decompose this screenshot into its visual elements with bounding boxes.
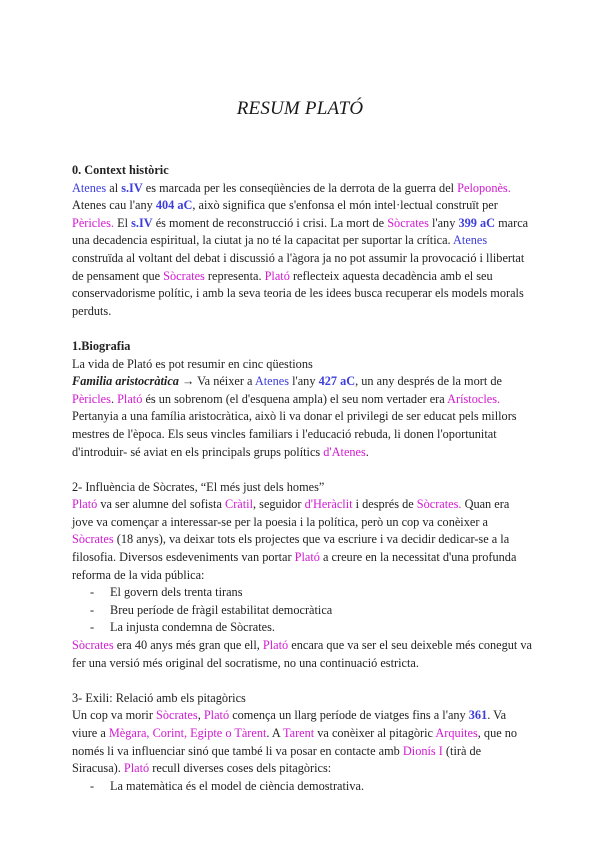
text: El [114,215,132,230]
section-heading-exili: 3- Exili: Relació amb els pitagòrics [72,690,246,705]
term: Sòcrates [72,532,114,547]
term: Atenes [254,374,290,389]
text: , que no només li va influenciar sinó que també li va posar en contacte amb [72,726,518,758]
spacer [72,672,532,690]
text: reflecteix aquesta decadència amb el seu conservadorisme polític, i amb la seva teoria de les idees busca recuperar els models morals perduts. [72,268,524,318]
term: Atenes [72,180,107,195]
text: , això significa que s'enfonsa el món intel·lectual construït per [192,198,498,213]
term: Plató [72,497,98,512]
text: . [365,444,369,459]
text: és moment de reconstrucció i crisi. La mort de [152,215,388,230]
text: Atenes cau l'any [72,198,156,213]
text: Un cop va morir [72,708,157,723]
text: Quan era jove va començar a interessar-se per la poesia i la política, però un cop va conèixer a [72,497,510,529]
paragraph-influencia [72,496,532,584]
paragraph-context [72,180,532,321]
term: Peloponès. [457,180,511,195]
text: comença un llarg període de viatges fins a l'any [229,708,469,723]
subheading: Familia aristocràtica [72,374,179,389]
paragraph-biografia [72,373,532,461]
text: marca una decadencia espiritual, la ciutat ja no té la capacitat per suportar la crítica. [72,215,529,248]
term: Plató [262,638,289,653]
term: Sòcrates. [416,497,462,512]
date: 361 [468,708,488,723]
section-heading-biografia: 1.Biografia [72,338,131,353]
text: , seguidor [253,497,305,512]
paragraph-exili [72,707,532,777]
text: representa. [204,268,265,283]
text: . A [266,726,283,740]
list-item: - La matemàtica és el model de ciència demostrativa. [90,778,532,796]
date: 404 aC [155,198,193,213]
term: d'Heràclit [304,497,353,512]
term: Plató [264,268,290,283]
term: Sòcrates [156,708,198,723]
text: encara que va ser el seu deixeble més conegut va fer una versió més original del socratisme, no una continuació estricta. [72,638,532,670]
page-title: RESUM PLATÓ [236,98,364,119]
spacer [72,320,532,338]
term: Pèricles [72,391,111,406]
date: 399 aC [458,215,495,230]
term: Mègara, Corint, Egipte o Tàrent [108,726,267,740]
term: s.IV [131,215,153,230]
term: Dionís I [402,743,443,758]
paragraph-influencia-2 [72,637,532,672]
text: . [110,391,118,406]
term: Atenes [453,233,488,248]
term: Sòcrates [163,268,205,283]
section-heading-influencia: 2- Influència de Sòcrates, “El més just dels homes” [72,479,325,494]
term: Sòcrates [72,638,114,653]
list-item: - La injusta condemna de Sòcrates. [90,619,532,637]
text: (18 anys), va deixar tots els projectes que va escriure i va decidir dedicar-se a la filosofia. Diversos esdeveniments van portar [72,532,510,565]
text: construïda al voltant del debat i discussió a l'àgora ja no pot assumir la provocació i llibertat de pensament que [72,250,525,283]
text: al [106,180,122,195]
term: Arquites [435,726,478,740]
text: i després de [352,497,417,512]
term: s.IV [121,180,143,195]
text: Pertanyia a una família aristocràtica, això li va donar el privilegi de ser educat pels millors mestres de l'època. Els seus vincles familiars i l'educació rebuda, li donen l'oportunitat d'introduir- sé aviat en els principals grups polítics [72,409,517,459]
text: l'any [289,374,319,389]
date: 427 aC [318,374,356,389]
term: Plató [294,550,320,565]
text: (tirà de Siracusa). [72,743,482,776]
text: → Va néixer a [178,374,255,389]
pythagorean-list [72,778,532,796]
text: era 40 anys més gran que ell, [113,638,263,653]
list-item: - Breu període de fràgil estabilitat democràtica [90,602,532,620]
text: va conèixer al pitagòric [314,726,436,740]
text: és un sobrenom (el d'esquena ampla) el seu nom vertader era [142,391,448,406]
section-heading-context: 0. Context històric [72,163,169,177]
text: recull diverses coses dels pitagòrics: [149,761,332,776]
text: . Va viure a [72,708,507,740]
term: Plató [117,391,143,406]
spacer [72,461,532,479]
term: Plató [203,708,230,723]
reform-list [72,584,532,637]
term: Plató [123,761,150,776]
text: va ser alumne del sofista [97,497,225,512]
term: Cràtil [225,497,254,512]
text: es marcada per les conseqüències de la derrota de la guerra del [142,180,458,195]
term: d'Atenes [323,444,366,459]
section-intro: La vida de Plató es pot resumir en cinc qüestions [72,356,313,371]
term: Tarent [282,726,315,740]
term: Arístocles. [447,391,501,406]
document-body [72,162,532,795]
text: , un any després de la mort de [355,374,502,389]
term: Pèricles. [72,215,115,230]
text: l'any [428,215,459,230]
term: Sòcrates [387,215,429,230]
text: a creure en la necessitat d'una profunda reforma de la vida pública: [72,550,517,582]
text: , [197,708,204,723]
list-item: - El govern dels trenta tirans [90,584,532,602]
